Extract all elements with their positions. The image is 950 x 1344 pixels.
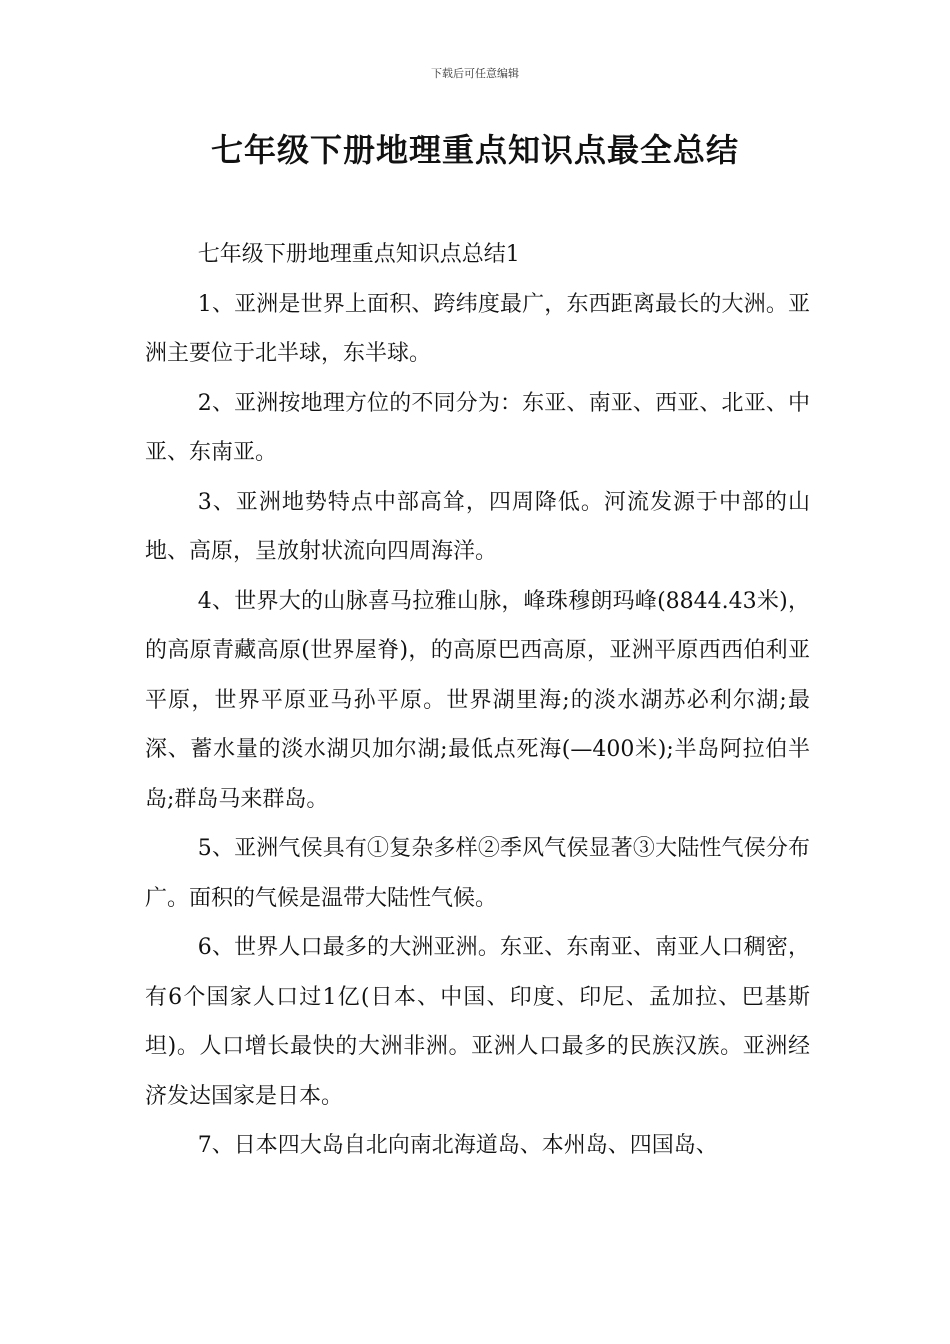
paragraph-1: 1、亚洲是世界上面积、跨纬度最广，东西距离最长的大洲。亚洲主要位于北半球，东半球。 <box>145 291 810 366</box>
document-body <box>145 230 810 1171</box>
header-note: 下载后可任意编辑 <box>431 67 519 80</box>
paragraph-6: 6、世界人口最多的大洲亚洲。东亚、东南亚、南亚人口稠密，有6个国家人口过1亿(日本、中国、印度、印尼、孟加拉、巴基斯坦)。人口增长最快的大洲非洲。亚洲人口最多的民族汉族。亚洲经济发达国家是日本。 <box>145 935 810 1109</box>
document-title: 七年级下册地理重点知识点最全总结 <box>210 131 739 169</box>
paragraph-3: 3、亚洲地势特点中部高耸，四周降低。河流发源于中部的山地、高原，呈放射状流向四周海洋。 <box>145 489 810 564</box>
paragraph-5: 5、亚洲气侯具有①复杂多样②季风气侯显著③大陆性气侯分布广。面积的气候是温带大陆性气候。 <box>145 836 810 911</box>
section-heading: 七年级下册地理重点知识点总结1 <box>197 242 520 267</box>
paragraph-2: 2、亚洲按地理方位的不同分为：东亚、南亚、西亚、北亚、中亚、东南亚。 <box>145 390 810 465</box>
paragraph-4: 4、世界大的山脉喜马拉雅山脉，峰珠穆朗玛峰(8844.43米)，的高原青藏高原(世界屋脊)，的高原巴西高原，亚洲平原西西伯利亚平原，世界平原亚马孙平原。世界湖里海;的淡水湖苏必利尔湖;最深、蓄水量的淡水湖贝加尔湖;最低点死海(—400米);半岛阿拉伯半岛;群岛马来群岛。 <box>145 588 810 812</box>
paragraph-7: 7、日本四大岛自北向南北海道岛、本州岛、四国岛、 <box>197 1133 718 1158</box>
